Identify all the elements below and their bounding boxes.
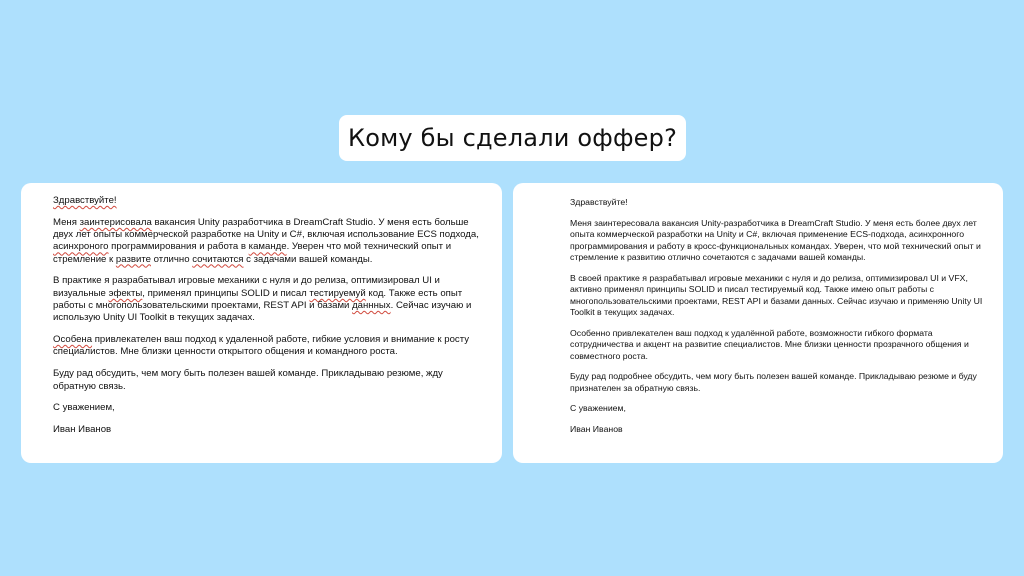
misspelled-word: асинхроного bbox=[53, 241, 109, 253]
letter-paragraph: Особенно привлекателен ваш подход к удалённой работе, возможности гибкого формата сотрудничества и акцент на развитие специалистов. Мне близки ценности прозрачного общения и совместного роста. bbox=[570, 327, 969, 361]
letter-paragraph: Меня заинтересовала вакансия Unity-разработчика в DreamCraft Studio. У меня есть более двух лет опыта коммерческой разработки на Unity и C#, включая применение ECS-подхода, асинхронного программирования и работу в кросс-функциональных командах. Уверен, что мой технический опыт и стремление к развитию отлично сочетаются с задачами вашей команды. bbox=[570, 217, 981, 262]
letter-card-right bbox=[513, 183, 1003, 463]
letter-closing: С уважением, bbox=[570, 403, 626, 413]
text-run: Меня bbox=[53, 216, 80, 228]
text-run: В практике я разрабатывал игровые механики с нуля и до релиза, оптимизировал UI и визуальные bbox=[53, 275, 440, 299]
letter-paragraph: В своей практике я разрабатывал игровые механики с нуля и до релиза, оптимизировал UI и VFX, активно применял принципы SOLID и писал тестируемый код. Также имею опыт работы с многопользовательскими проектами, REST API и базами данных. Сейчас изучаю и применяю Unity UI Toolkit в текущих задачах. bbox=[570, 272, 983, 317]
letter-paragraph bbox=[53, 217, 482, 266]
letter-greeting bbox=[53, 195, 482, 207]
title-card bbox=[339, 115, 686, 161]
text-run: . Сейчас изучаю и использую Unity UI Toolkit в текущих задачах. bbox=[53, 300, 472, 324]
text-run: код. Также есть опыт работы с многопользовательскими проектами, REST API и базами bbox=[53, 287, 463, 312]
letter-paragraph bbox=[53, 275, 482, 324]
letter-paragraph: Буду рад подробнее обсудить, чем могу быть полезен вашей команде. Прикладываю резюме и буду признателен за обратную связь. bbox=[570, 371, 977, 393]
letter-closing: С уважением, bbox=[53, 402, 115, 414]
misspelled-word: сочитаются bbox=[192, 253, 244, 265]
misspelled-word: даннных bbox=[352, 300, 391, 312]
text-run: привлекателен ваш подход к удаленной работе, гибкие условия и внимание к росту специалистов. Мне близки ценности открытого общения и командного роста. bbox=[53, 334, 470, 358]
text-run: программирования и работа в bbox=[108, 241, 249, 253]
text-run: вакансия Unity разработчика в DreamCraft Studio. У меня есть больше двух лет опыты коммерческой разработке на Unity и C#, включая использование ECS подхода, bbox=[53, 216, 479, 241]
letter-signature: Иван Иванов bbox=[53, 424, 112, 436]
misspelled-word: заинтерисовала bbox=[79, 216, 152, 228]
misspelled-word: эфекты bbox=[108, 287, 143, 299]
text-run: с задачами вашей команды. bbox=[243, 253, 373, 265]
text-run: отлично bbox=[150, 253, 193, 265]
letter-signature: Иван Иванов bbox=[570, 423, 623, 434]
misspelled-word: каманде bbox=[248, 241, 287, 253]
misspelled-word: Здравствуйте! bbox=[53, 195, 117, 206]
letter-card-left bbox=[21, 183, 502, 463]
letter-greeting: Здравствуйте! bbox=[570, 197, 628, 207]
misspelled-word: развите bbox=[115, 253, 151, 265]
text-run: , применял принципы SOLID и писал bbox=[142, 287, 310, 299]
letter-paragraph bbox=[53, 334, 482, 359]
misspelled-word: Особена bbox=[53, 334, 93, 346]
page-title: Кому бы сделали оффер? bbox=[347, 124, 678, 152]
misspelled-word: тестируемуй bbox=[309, 287, 366, 299]
letter-paragraph: Буду рад обсудить, чем могу быть полезен вашей команде. Прикладываю резюме, жду обратную связь. bbox=[53, 368, 443, 392]
text-run: . Уверен что мой технический опыт и стремление к bbox=[53, 241, 452, 265]
